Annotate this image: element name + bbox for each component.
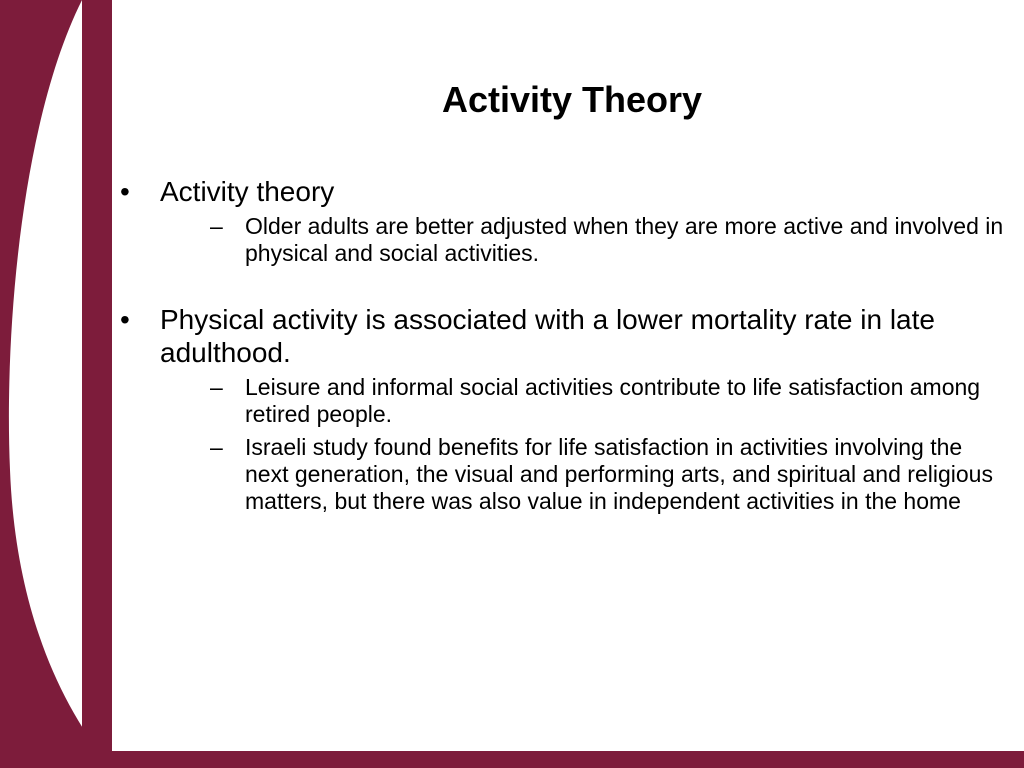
slide-title: Activity Theory — [441, 79, 703, 120]
bullet-item — [120, 303, 1010, 515]
bullet-marker: • — [120, 176, 130, 207]
sub-bullet-text: Israeli study found benefits for life satisfaction in activities involving the next generation, the visual and performing arts, and spiritual and religious matters, but there was also value in independent activities in the home — [245, 434, 993, 514]
bullet-text: Physical activity is associated with a lower mortality rate in late adulthood. — [160, 304, 935, 368]
bullet-marker: • — [120, 304, 130, 335]
sub-bullet-item — [160, 434, 1010, 515]
bullet-text: Activity theory — [160, 176, 335, 207]
sub-bullet-item — [160, 213, 1010, 267]
sub-bullet-text: Older adults are better adjusted when they are more active and involved in physical and social activities. — [245, 213, 1004, 266]
sub-bullet-marker: – — [210, 374, 223, 400]
bottom-accent-bar — [0, 751, 1024, 768]
sub-bullet-item — [160, 374, 1010, 428]
slide-content — [120, 175, 1010, 521]
bullet-item — [120, 175, 1010, 267]
sub-bullet-text: Leisure and informal social activities contribute to life satisfaction among retired people. — [245, 374, 981, 427]
sub-bullet-list — [160, 374, 1010, 515]
sub-bullet-marker: – — [210, 434, 223, 460]
left-accent-bar — [82, 0, 112, 768]
sub-bullet-marker: – — [210, 213, 223, 239]
sub-bullet-list — [160, 213, 1010, 267]
